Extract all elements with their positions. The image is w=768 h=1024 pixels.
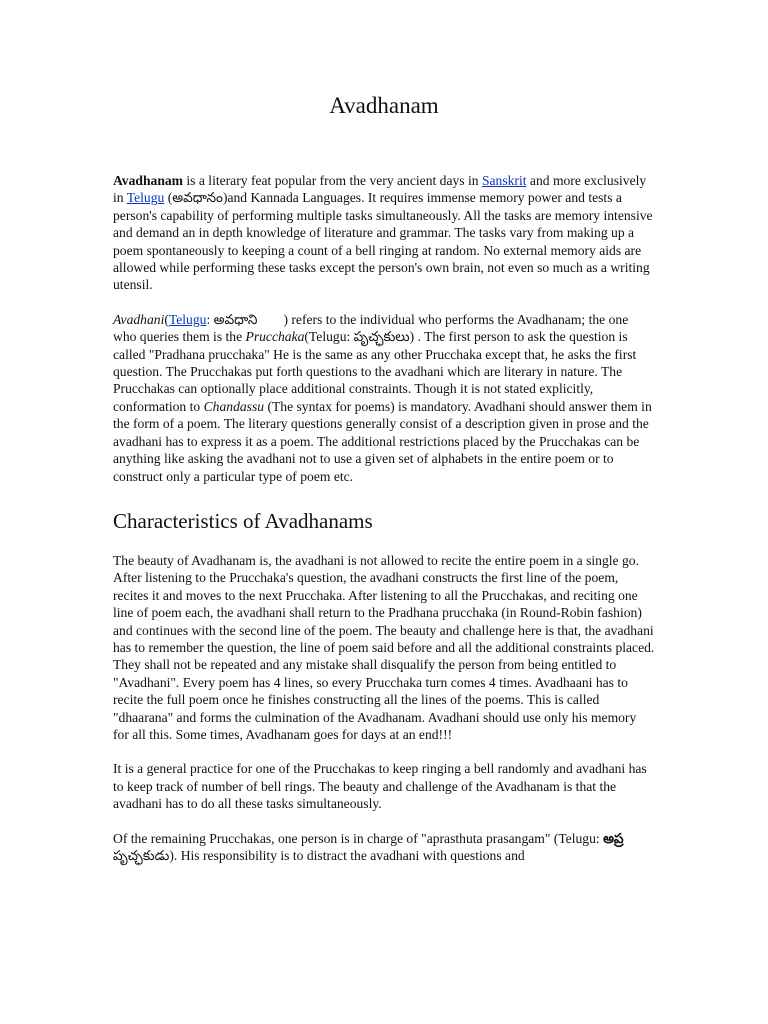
avadhani-paragraph: Avadhani(Telugu: అవధాని ) refers to the individual who performs the Avadhanam; the one who queries them is the Prucchaka(Telugu: పృచ్ఛకులు) . The first person to ask the question is called "Pradhana prucchaka" He is the same as any other Prucchaka except that, he asks the first question. The Prucchakas put forth questions to the avadhani which are literary in nature. The Prucchakas can optionally place additional constraints. Though it is not stated explicitly, conformation to Chandassu (The syntax for poems) is mandatory. Avadhani should answer them in the form of a poem. The literary questions generally consist of a description given in prose and the avadhani has to express it as a poem. The additional restrictions placed by the Prucchakas can be anything like asking the avadhani not to use a given set of alphabets in the entire poem or to construct only a particular type of poem etc. bbox=[113, 311, 652, 484]
characteristics-paragraph: The beauty of Avadhanam is, the avadhani is not allowed to recite the entire poem in a single go. After listening to the Prucchaka's question, the avadhani constructs the first line of the poem, recites it and moves to the next Prucchaka. After listening to all the Prucchakas, and reciting one line of poem each, the avadhani shall return to the Pradhana prucchaka (in Round-Robin fashion) and continues with the second line of the poem. The beauty and challenge here is that, the avadhani has to remember the question, the line of poem said before and all the additional constraints placed. They shall not be repeated and any mistake shall disqualify the person from being entitled to "Avadhani". Every poem has 4 lines, so every Prucchaka turn comes 4 times. Avadhaani has to recite the full poem once he finishes constructing all the lines of the poems. This is called "dhaarana" and forms the culmination of the Avadhanam. Avadhani should use only his memory for all this. Some times, Avadhanam goes for days at an end!!! bbox=[113, 552, 655, 742]
telugu-word: అవధాని bbox=[213, 311, 258, 327]
link-telugu-2[interactable]: Telugu bbox=[168, 311, 207, 327]
intro-paragraph: Avadhanam is a literary feat popular from the very ancient days in Sanskrit and more exclusively in Telugu (అవధానం)and Kannada Languages. It requires immense memory power and tests a person's capability of performing multiple tasks simultaneously. All the tasks are memory intensive and demand an in depth knowledge of literature and grammar. The tasks vary from making up a poem spontaneously to keeping a count of a bell ringing at random. No external memory aids are allowed while performing these tasks except the person's own brain, not even so much as a writing utensil. bbox=[113, 173, 653, 293]
bell-paragraph: It is a general practice for one of the Prucchakas to keep ringing a bell randomly and avadhani has to keep track of number of bell rings. The beauty and challenge of the Avadhanam is that the avadhani has to do all these tasks simultaneously. bbox=[113, 761, 647, 812]
term-avadhanam: Avadhanam bbox=[113, 173, 183, 188]
term-avadhani: Avadhani bbox=[113, 311, 165, 327]
aprasthuta-paragraph: Of the remaining Prucchakas, one person is in charge of "aprasthuta prasangam" (Telugu: అప్రపృచ్ఛకుడు). His responsibility is to distract the avadhani with questions and bbox=[113, 830, 624, 863]
term-chandassu: Chandassu bbox=[203, 398, 265, 414]
telugu-word: అవధానం bbox=[172, 190, 223, 206]
telugu-word: పృచ్ఛకుడు bbox=[113, 848, 170, 863]
link-telugu[interactable]: Telugu bbox=[126, 190, 165, 206]
telugu-word: పృచ్ఛకులు bbox=[353, 329, 410, 345]
section-heading: Characteristics of Avadhanams bbox=[113, 508, 373, 533]
term-prucchaka: Prucchaka bbox=[245, 329, 305, 345]
page-title: Avadhanam bbox=[329, 93, 439, 118]
link-sanskrit[interactable]: Sanskrit bbox=[481, 173, 527, 188]
telugu-word: అప్ర bbox=[603, 830, 624, 846]
